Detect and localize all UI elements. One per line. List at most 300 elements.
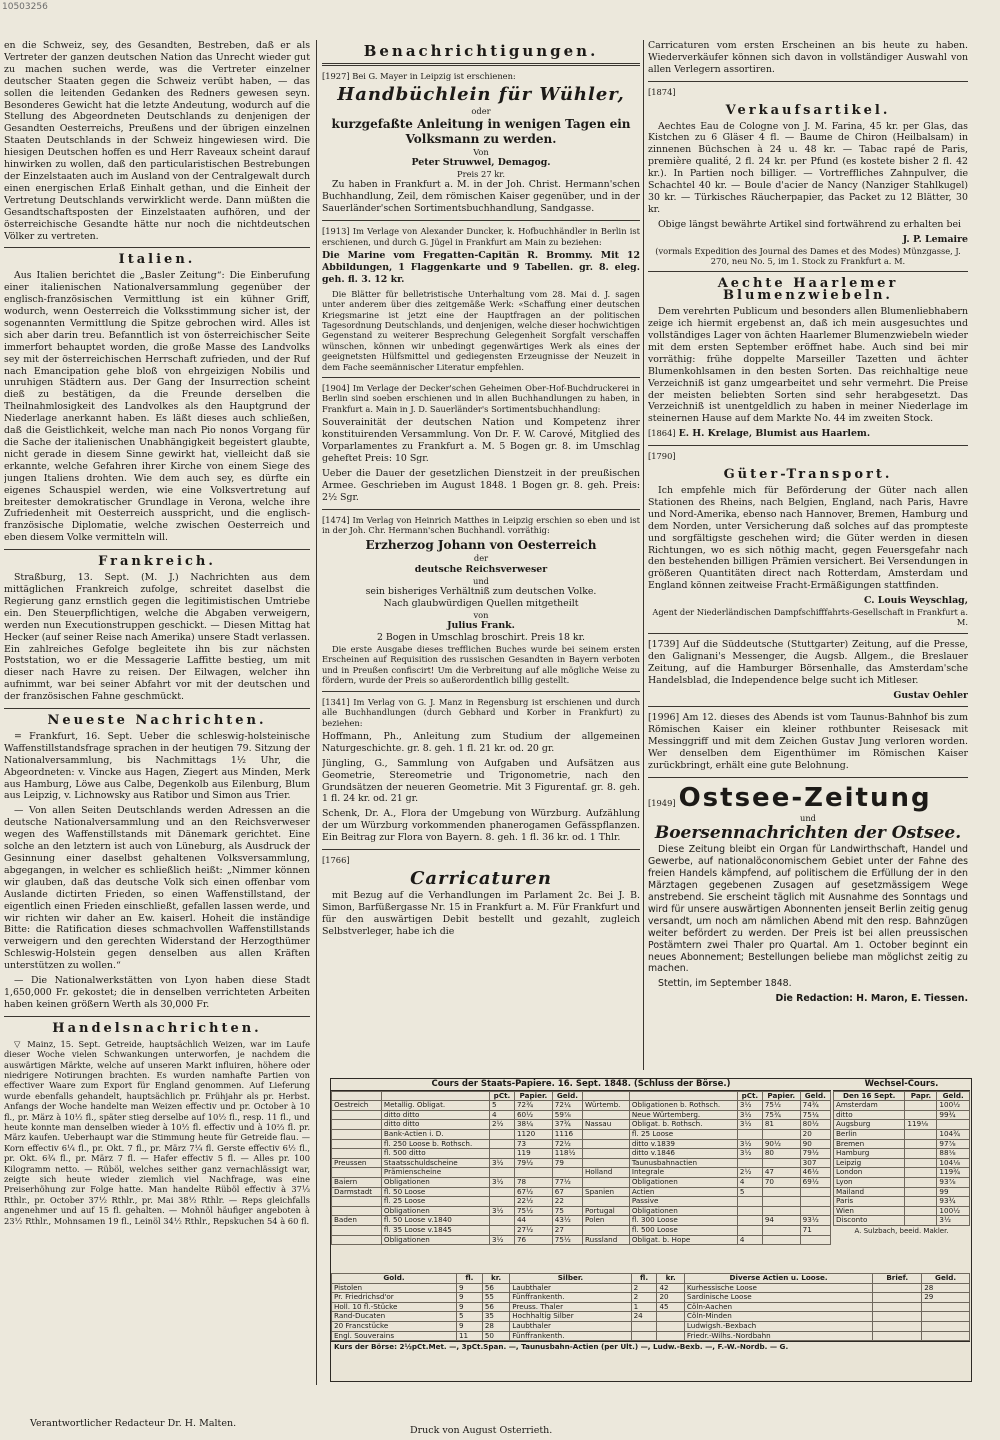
staats-papiere-cell xyxy=(737,1129,762,1139)
staats-papiere-cell: Metallig. Obligat. xyxy=(381,1101,489,1111)
staats-papiere-cell: 5 xyxy=(737,1187,762,1197)
staats-papiere-cell: Nassau xyxy=(583,1120,630,1130)
staats-papiere-cell: Prämienscheine xyxy=(381,1168,489,1178)
ad-1913-quote: Die Blätter für belletristische Unterhaltung vom 28. Mai d. J. sagen unter anderem über dies zeitgemäße Werk: «Schaffung einer deutschen Kriegsmarine ist jetzt eine der Hauptfragen an der politischen Tagesordnung Deutschlands, und denjenigen, welche dieser hochwichtigen Gegenstand zu weiterer Besprechung Gelegenheit Sorgfalt verschaffen wünschen, können wir unbedingt gegenwärtiges Werk als eines der geeignetsten Hülfsmittel und gediegensten Erzeugnisse der Neuzeit in dem Fache seemännischer Literatur empfehlen. xyxy=(322,288,640,372)
staats-papiere-cell: 3½ xyxy=(737,1110,762,1120)
staats-papiere-cell: Oestreich xyxy=(332,1101,382,1111)
gold-silber-cell: 9 xyxy=(456,1302,482,1312)
ad-1474-der: der xyxy=(473,553,489,564)
gold-silber-cell xyxy=(873,1283,922,1293)
gold-silber-cell: 9 xyxy=(456,1283,482,1293)
gold-silber-header-cell: Brief. xyxy=(873,1274,922,1284)
divider xyxy=(322,509,640,510)
staats-papiere-cell: Obligationen xyxy=(381,1206,489,1216)
article-continuation: en die Schweiz, sey, des Gesandten, Bestreben, daß er als Vertreter der ganzen deutschen Nation das Unrecht wieder gut zu machen suchen werde, was die Vertreter einzelner deutscher Staaten gegen die Schweiz verübt haben, — das sollen die leitenden Gedanken des Redners gewesen seyn. Besonderes Gewicht hat die letzte Andeutung, wodurch auf die Stellung des Abgeordneten Deutschlands zu denjenigen der Gesandten Oesterreichs, Preußens und der übrigen einzelnen Staaten Deutschlands in der Schweiz hingewiesen wird. Die hiesigen Deutschen hoffen es und Herr Raveaux scheint darauf hinwirken zu wollen, daß den particularistischen Bestrebungen der Einzelstaaten auch im Ausland von der Centralgewalt durch einen energischen Erlaß Einhalt gethan, und die Einheit der Vertretung Deutschlands verwirklicht werde. Dann müßten die Gesandtschaftsposten der Einzelstaaten aufhören, und der österreichische Gesandte hätte nur noch die nichtdeutschen Völker zu vertreten. xyxy=(4,40,310,242)
ad-1927-lead: [1927] Bei G. Mayer in Leipzig ist erschienen: xyxy=(322,70,516,81)
wechsel-row xyxy=(834,1187,970,1197)
gold-silber-cell: 9 xyxy=(456,1321,482,1331)
ad-1790-signature-2: Agent der Niederländischen Dampfschifffahrts-Gesellschaft in Frankfurt a. M. xyxy=(652,607,968,628)
wechsel-cell: Disconto xyxy=(834,1216,905,1226)
gold-silber-row xyxy=(332,1312,970,1322)
boerse-footer: Kurs der Börse: 2½pCt.Met. —, 3pCt.Span. —, Taunusbahn-Actien (per Ult.) —, Ludw.-Bexb. —, F.-W.-Nordb. — G. xyxy=(331,1341,970,1353)
gold-silber-cell: Kurhessische Loose xyxy=(684,1283,872,1293)
section-heading-italien: Italien. xyxy=(118,252,196,268)
wechsel-cell xyxy=(905,1139,937,1149)
staats-papiere-cell xyxy=(332,1197,382,1207)
staats-papiere-cell: 75¼ xyxy=(800,1110,830,1120)
staats-papiere-cell: Russland xyxy=(583,1235,630,1245)
staats-papiere-cell: 4 xyxy=(737,1177,762,1187)
wechsel-row xyxy=(834,1177,970,1187)
wechsel-cell: Paris xyxy=(834,1197,905,1207)
staats-papiere-cell: Obligationen xyxy=(381,1235,489,1245)
staats-papiere-cell: 70 xyxy=(762,1177,800,1187)
responsible-editor: Verantwortlicher Redacteur Dr. H. Malten. xyxy=(30,1418,237,1429)
staats-papiere-cell: 3½ xyxy=(737,1139,762,1149)
staats-papiere-cell xyxy=(489,1187,514,1197)
wechsel-cell xyxy=(905,1149,937,1159)
gold-silber-cell: Preuss. Thaler xyxy=(510,1302,631,1312)
gold-silber-cell xyxy=(922,1331,970,1341)
staats-papiere-row xyxy=(332,1177,831,1187)
staats-papiere-cell: 3½ xyxy=(489,1177,514,1187)
wechsel-row xyxy=(834,1129,970,1139)
staats-papiere-cell: fl. 500 Loose xyxy=(629,1225,737,1235)
ad-1874-signature: J. P. Lemaire xyxy=(902,233,968,245)
ad-1474-lead: [1474] Im Verlag von Heinrich Matthes in Leipzig erschien so eben und ist in der Joh. Chr. Hermann'schen Buchhandl. vorräthig: xyxy=(322,514,640,535)
staats-papiere-cell xyxy=(332,1235,382,1245)
staats-papiere-cell: Darmstadt xyxy=(332,1187,382,1197)
staats-papiere-cell: 5 xyxy=(489,1101,514,1111)
staats-papiere-row xyxy=(332,1129,831,1139)
staats-papiere-cell: 59⅞ xyxy=(552,1110,582,1120)
gold-silber-cell: 5 xyxy=(456,1312,482,1322)
staats-papiere-cell: 20 xyxy=(800,1129,830,1139)
staats-papiere-cell xyxy=(762,1187,800,1197)
wechsel-cell: 3½ xyxy=(937,1216,970,1226)
staats-papiere-cell: Polen xyxy=(583,1216,630,1226)
wechsel-cell: Augsburg xyxy=(834,1120,905,1130)
gold-silber-cell: Fünffrankenth. xyxy=(510,1331,631,1341)
gold-silber-cell xyxy=(657,1321,684,1331)
staats-papiere-cell: 90 xyxy=(800,1139,830,1149)
staats-papiere-cell: Bank-Actien i. D. xyxy=(381,1129,489,1139)
staats-papiere-cell: Obligat. b. Hope xyxy=(629,1235,737,1245)
staats-papiere-cell: 80 xyxy=(762,1149,800,1159)
gold-silber-row xyxy=(332,1293,970,1303)
staats-papiere-cell: Staatsschuldscheine xyxy=(381,1158,489,1168)
wechsel-cell: Mailand xyxy=(834,1187,905,1197)
staats-papiere-cell: 46½ xyxy=(800,1168,830,1178)
gold-silber-cell: 20 Francstücke xyxy=(332,1321,457,1331)
staats-papiere-cell: 119 xyxy=(514,1149,552,1159)
staats-papiere-cell: 2½ xyxy=(489,1120,514,1130)
wechsel-cours-table xyxy=(833,1079,970,1236)
staats-papiere-cell xyxy=(489,1197,514,1207)
ad-1927-author: Peter Struwwel, Demagog. xyxy=(411,157,551,169)
staats-papiere-cell: 79½ xyxy=(800,1149,830,1159)
wechsel-cell xyxy=(905,1177,937,1187)
gold-silber-cell: 35 xyxy=(482,1312,509,1322)
staats-papiere-cell xyxy=(800,1206,830,1216)
divider xyxy=(648,271,968,272)
staats-papiere-cell xyxy=(762,1235,800,1245)
ad-1474-subtitle-2: sein bisheriges Verhältniß zum deutschen Volke. xyxy=(365,586,597,598)
staats-papiere-cell: fl. 25 Loose xyxy=(381,1197,489,1207)
divider xyxy=(322,63,640,66)
gold-silber-cell: 55 xyxy=(482,1293,509,1303)
staats-papiere-cell xyxy=(332,1129,382,1139)
divider xyxy=(648,445,968,446)
staats-papiere-cell xyxy=(800,1187,830,1197)
ad-1949-lead: [1949] xyxy=(648,797,676,808)
gold-silber-grid xyxy=(331,1273,970,1341)
divider xyxy=(322,691,640,692)
staats-papiere-cell: 3½ xyxy=(737,1101,762,1111)
staats-papiere-cell: 44 xyxy=(514,1216,552,1226)
staats-papiere-cell xyxy=(332,1139,382,1149)
wechsel-cell xyxy=(905,1168,937,1178)
wechsel-row xyxy=(834,1158,970,1168)
gold-silber-cell: 28 xyxy=(482,1321,509,1331)
staats-papiere-cell: Baiern xyxy=(332,1177,382,1187)
staats-papiere-cell: 4 xyxy=(737,1235,762,1245)
staats-papiere-cell: 307 xyxy=(800,1158,830,1168)
wechsel-cell: Wien xyxy=(834,1206,905,1216)
staats-papiere-header-cell: Papier. xyxy=(514,1091,552,1101)
wechsel-header-cell: Geld. xyxy=(937,1091,970,1101)
staats-papiere-cell xyxy=(552,1168,582,1178)
wechsel-cell: 97⅞ xyxy=(937,1139,970,1149)
wechsel-cell xyxy=(905,1101,937,1111)
gold-silber-cell: Friedr.-Wilhs.-Nordbahn xyxy=(684,1331,872,1341)
staats-papiere-cell: 72¾ xyxy=(514,1101,552,1111)
gold-silber-row xyxy=(332,1302,970,1312)
ad-1341-book-1: Hoffmann, Ph., Anleitung zum Studium der allgemeinen Naturgeschichte. gr. 8. geh. 1 fl. 21 kr. od. 20 gr. xyxy=(322,730,640,754)
gold-silber-cell xyxy=(873,1302,922,1312)
divider xyxy=(322,377,640,378)
gold-silber-cell xyxy=(922,1321,970,1331)
gold-silber-header-cell: Gold. xyxy=(332,1274,457,1284)
staats-papiere-row xyxy=(332,1187,831,1197)
staats-papiere-cell: 27½ xyxy=(514,1225,552,1235)
ad-1949-subtitle: Boersennachrichten der Ostsee. xyxy=(654,823,962,844)
staats-papiere-cell: ditto ditto xyxy=(381,1120,489,1130)
wechsel-cell: 99 xyxy=(937,1187,970,1197)
gold-silber-cell: Pr. Friedrichsd'or xyxy=(332,1293,457,1303)
ad-1874-lead: [1874] xyxy=(648,86,676,97)
gold-silber-row xyxy=(332,1321,970,1331)
gold-silber-cell: 50 xyxy=(482,1331,509,1341)
staats-papiere-cell xyxy=(737,1206,762,1216)
ad-1927-subtitle: kurzgefaßte Anleitung in wenigen Tagen ein Volksmann zu werden. xyxy=(331,116,631,146)
staats-papiere-cell: 27 xyxy=(552,1225,582,1235)
staats-papiere-title: Cours der Staats-Papiere. 16. Sept. 1848. (Schluss der Börse.) xyxy=(331,1079,831,1091)
gold-silber-cell: 20 xyxy=(657,1293,684,1303)
ad-1474-body: Die erste Ausgabe dieses trefflichen Buches wurde bei seinem ersten Erscheinen auf Requisition des russischen Gesandten in Bayern verboten und in Preußen confiscirt! Um die Verbreitung auf alle mögliche Weise zu fördern, wurde der Preis so außerordentlich billig gestellt. xyxy=(322,644,640,686)
wechsel-cell xyxy=(905,1206,937,1216)
ad-1874-tail: Obige längst bewährte Artikel sind fortwährend zu erhalten bei xyxy=(658,218,961,230)
staats-papiere-cell: 67 xyxy=(552,1187,582,1197)
gold-silber-cell: 2 xyxy=(631,1283,657,1293)
gold-silber-cell: Pistolen xyxy=(332,1283,457,1293)
staats-papiere-cell: Holland xyxy=(583,1168,630,1178)
staats-papiere-cell: fl. 50 Loose v.1840 xyxy=(381,1216,489,1226)
wechsel-cell: 104¾ xyxy=(937,1129,970,1139)
wechsel-cell xyxy=(905,1158,937,1168)
staats-papiere-cell: 94 xyxy=(762,1216,800,1226)
staats-papiere-table xyxy=(331,1079,831,1245)
wechsel-row xyxy=(834,1110,970,1120)
divider xyxy=(4,708,310,709)
staats-papiere-cell xyxy=(332,1149,382,1159)
article-frankreich: Straßburg, 13. Sept. (M. J.) Nachrichten aus dem mittäglichen Frankreich zufolge, schreitet daselbst die Regierung ganz ernstlich gegen die legitimistischen Umtriebe ein. Den Steuerpflichtigen, welche die Abgaben verweigern, werden nun Executionstruppen geschickt. — Diesen Mittag hat Hecker (auf seiner Reise nach Amerika) unsere Stadt verlassen. Ein zahlreiches Gefolge begleitete ihn bis zur nächsten Poststation, wo er die Messagerie Laffitte bestieg, um mit dieser nach Havre zu reisen. Der Eilwagen, welcher ihn aufnimmt, war bei seiner Abfahrt vor mit der deutschen und der französischen Fahne geschmückt. xyxy=(4,572,310,703)
ad-1790-body: Ich empfehle mich für Beförderung der Güter nach allen Stationen des Rheins, nach Belgien, England, nach Paris, Havre und Nord-Amerika, ebenso nach Hannover, Bremen, Hamburg und dem Norden, unter Versicherung daß solches auf das prompteste und sorgfältigste geschehen wird; die Güter werden in diesen Richtungen, wo es sich nöthig macht, gegen Feuersgefahr nach den bestehenden billigen Prämien versichert. Bei Versendungen in größeren Quantitäten direct nach Rotterdam, Amsterdam und England können zeitweise Fracht-Ermäßigungen stattfinden. xyxy=(648,485,968,592)
staats-papiere-cell: Würtemb. xyxy=(583,1101,630,1111)
ad-1904-title-2: Ueber die Dauer der gesetzlichen Dienstzeit in der preußischen Armee. Geschrieben im August 1848. 1 Bogen gr. 8. geh. Preis: 2½ Sgr. xyxy=(322,467,640,503)
divider xyxy=(648,706,968,707)
ad-1874-heading: Verkaufsartikel. xyxy=(725,102,891,118)
staats-papiere-cell: 2½ xyxy=(737,1168,762,1178)
divider xyxy=(322,849,640,850)
divider xyxy=(4,1016,310,1017)
gold-silber-cell: 56 xyxy=(482,1302,509,1312)
staats-papiere-row xyxy=(332,1225,831,1235)
staats-papiere-row xyxy=(332,1216,831,1226)
section-heading-benachrichtigungen: Benachrichtigungen. xyxy=(363,42,599,60)
gold-silber-cell: 24 xyxy=(631,1312,657,1322)
gold-silber-cell xyxy=(657,1312,684,1322)
staats-papiere-cell: 81 xyxy=(762,1120,800,1130)
staats-papiere-cell xyxy=(737,1158,762,1168)
staats-papiere-cell xyxy=(332,1168,382,1178)
staats-papiere-cell: ditto v.1846 xyxy=(629,1149,737,1159)
staats-papiere-cell: 38¼ xyxy=(514,1120,552,1130)
divider xyxy=(322,220,640,221)
gold-silber-cell: Rand-Ducaten xyxy=(332,1312,457,1322)
staats-papiere-row xyxy=(332,1139,831,1149)
wechsel-cell: 99¾ xyxy=(937,1110,970,1120)
staats-papiere-cell xyxy=(762,1197,800,1207)
staats-papiere-cell: 37¾ xyxy=(552,1120,582,1130)
article-neueste-3: — Die Nationalwerkstätten von Lyon haben diese Stadt 1,650,000 Fr. gekostet; die in denselben verrichteten Arbeiten haben keinen größern Werth als 30,000 Fr. xyxy=(4,975,310,1010)
wechsel-cell: Hamburg xyxy=(834,1149,905,1159)
printer-line: Druck von August Osterrieth. xyxy=(410,1425,553,1436)
staats-papiere-cell: 60½ xyxy=(514,1110,552,1120)
ad-1766-continuation: Carricaturen vom ersten Erscheinen an bis heute zu haben. Wiederverkäufer können sich davon in vollständiger Auswahl von allen Verlegern assortiren. xyxy=(648,40,968,75)
wechsel-row xyxy=(834,1168,970,1178)
staats-papiere-header-cell xyxy=(583,1091,630,1101)
wechsel-cours-signature: A. Sulzbach, beeid. Makler. xyxy=(854,1226,949,1235)
staats-papiere-cell: Obligationen b. Rothsch. xyxy=(629,1101,737,1111)
staats-papiere-header-cell: Geld. xyxy=(552,1091,582,1101)
staats-papiere-cell xyxy=(514,1168,552,1178)
staats-papiere-cell: Obligationen xyxy=(629,1206,737,1216)
staats-papiere-cell: 4 xyxy=(489,1110,514,1120)
ad-1474-subtitle: deutsche Reichsverweser xyxy=(414,563,548,575)
staats-papiere-cell: 78 xyxy=(514,1177,552,1187)
wechsel-cell: 100½ xyxy=(937,1206,970,1216)
wechsel-row xyxy=(834,1197,970,1207)
gold-silber-cell: 2 xyxy=(631,1293,657,1303)
staats-papiere-cell: 47 xyxy=(762,1168,800,1178)
archive-stamp: 10503256 xyxy=(2,2,48,12)
staats-papiere-cell: 77½ xyxy=(552,1177,582,1187)
staats-papiere-row xyxy=(332,1110,831,1120)
staats-papiere-cell: Obligat. b. Rothsch. xyxy=(629,1120,737,1130)
ad-1341-lead: [1341] Im Verlag von G. J. Manz in Regensburg ist erschienen und durch alle Buchhandlungen (durch Gebhard und Korber in Frankfurt) zu beziehen: xyxy=(322,696,640,728)
ad-1927-price: Preis 27 kr. xyxy=(457,169,505,180)
ad-1864-lead: [1864] xyxy=(648,428,676,439)
divider xyxy=(648,633,968,634)
staats-papiere-cell: 118½ xyxy=(552,1149,582,1159)
staats-papiere-cell xyxy=(762,1225,800,1235)
wechsel-cours-grid xyxy=(833,1091,970,1226)
gold-silber-header-cell: Geld. xyxy=(922,1274,970,1284)
staats-papiere-cell: Actien xyxy=(629,1187,737,1197)
gold-silber-cell: Fünffrankenth. xyxy=(510,1293,631,1303)
wechsel-cell: 93⅞ xyxy=(937,1177,970,1187)
ad-1790-heading: Güter-Transport. xyxy=(723,467,893,483)
divider xyxy=(648,777,968,778)
ad-1790-lead: [1790] xyxy=(648,451,676,462)
gold-silber-cell xyxy=(873,1312,922,1322)
staats-papiere-cell xyxy=(489,1149,514,1159)
ad-1913-title: Die Marine vom Fregatten-Capitän R. Brommy. Mit 12 Abbildungen, 1 Flaggenkarte und 9 Tabellen. gr. 8. eleg. geh. fl. 3. 12 kr. xyxy=(322,249,640,285)
staats-papiere-cell: Obligationen xyxy=(381,1177,489,1187)
staats-papiere-header-cell: Geld. xyxy=(800,1091,830,1101)
wechsel-cell xyxy=(937,1120,970,1130)
wechsel-cell: 88⅛ xyxy=(937,1149,970,1159)
staats-papiere-row xyxy=(332,1120,831,1130)
gold-silber-row xyxy=(332,1283,970,1293)
staats-papiere-cell: 1116 xyxy=(552,1129,582,1139)
staats-papiere-cell xyxy=(489,1129,514,1139)
article-neueste-2: — Von allen Seiten Deutschlands werden Adressen an die deutsche Nationalversammlung und an den Reichsverweser wegen des Waffenstillstands mit Dänemark gerichtet. Eine solche an den letztern ist auch von Lüneburg, als Ausdruck der Gesinnung einer daselbst gehaltenen Volksversammlung, abgegangen, in welcher es schließlich heißt: „Nimmer können wir glauben, daß das deutsche Volk sich einen offenbar vom Auslande dictirten Frieden, so einen Waffenstillstand, der eigentlich einen Frieden einschließt, gefallen lassen werde, und wir richten wir daher an Ew. kaiserl. Hoheit die inständige Bitte: die Ratification dieses schmachvollen Waffenstillstands verweigern und den gerechten Widerstand der Herzogthümer Schleswig-Holstein gegen denselben aus allen Kräften unterstützen zu wollen.“ xyxy=(4,805,310,972)
gold-silber-header-cell: kr. xyxy=(482,1274,509,1284)
staats-papiere-cell xyxy=(762,1206,800,1216)
wechsel-row xyxy=(834,1139,970,1149)
ad-1927-body: Zu haben in Frankfurt a. M. in der Joh. Christ. Hermann'schen Buchhandlung, Zeil, dem römischen Kaiser gegenüber, und in der Sauerländer'schen Sortimentsbuchhandlung, Sandgasse. xyxy=(322,179,640,215)
staats-papiere-cell xyxy=(583,1129,630,1139)
staats-papiere-cell: 93½ xyxy=(800,1216,830,1226)
wechsel-header-cell: Papr. xyxy=(905,1091,937,1101)
ad-1474-price: 2 Bogen in Umschlag broschirt. Preis 18 kr. xyxy=(376,632,586,644)
wechsel-row xyxy=(834,1206,970,1216)
staats-papiere-cell: 79 xyxy=(552,1158,582,1168)
staats-papiere-cell: 67½ xyxy=(514,1187,552,1197)
staats-papiere-cell: 3½ xyxy=(737,1120,762,1130)
wechsel-cell xyxy=(905,1110,937,1120)
staats-papiere-cell: 76 xyxy=(514,1235,552,1245)
gold-silber-header-cell: Silber. xyxy=(510,1274,631,1284)
staats-papiere-header-cell xyxy=(629,1091,737,1101)
ad-1927-oder: oder xyxy=(471,106,491,117)
staats-papiere-cell: 75 xyxy=(552,1206,582,1216)
wechsel-row xyxy=(834,1149,970,1159)
divider xyxy=(4,247,310,248)
article-italien: Aus Italien berichtet die „Basler Zeitung“: Die Einberufung einer italienischen Nationalversammlung gegenüber der englisch-französischen Vermittlung ist ein kühner Griff, wodurch, wenn Oesterreich die Volksstimmung sicher ist, der sogenannten Vermittlung die Spitze gebrochen wird. Alles ist sich aber darin treu. Befanntlich ist von österreichischer Seite immerfort behauptet worden, die große Masse des Landvolks sey mit der österreichischen Herrschaft zufrieden, und der Ruf nach Emancipation gehe bloß von ehrgeizigen Nobilis und unruhigen Städtern aus. Der Gang der Insurrection scheint dieß zu bestätigen, da die Freunde derselben die Theilnahmlosigkeit des Landvolkes als den Hauptgrund der Niederlage anerkannt haben. Es läßt dieses auch schließen, daß die Geistlichkeit, welche man nach Pio nonos Vorgang für die Sache der italienischen Unabhängigkeit begeistert glaubte, nicht gerade in diesem Sinne gewirkt hat, vielleicht daß sie erkannte, welche Gefahren ihrer Kirche von einem Siege des jungen Italiens drohten. Wie dem auch sey, es dürfte ein eigenes Schauspiel werden, wie eine Volksvertretung auf breitester demokratischer Grundlage in Verona, welche ihre Zufriedenheit mit Oesterreich ausspricht, und die englisch-französische Diplomatie, welche zwischen Oesterreich und eben diesem Volke vermitteln will. xyxy=(4,270,310,544)
staats-papiere-cell: ditto v.1839 xyxy=(629,1139,737,1149)
wechsel-cell: 104⅛ xyxy=(937,1158,970,1168)
gold-silber-cell xyxy=(873,1321,922,1331)
staats-papiere-cell xyxy=(489,1216,514,1226)
gold-silber-cell xyxy=(873,1331,922,1341)
staats-papiere-cell: 43½ xyxy=(552,1216,582,1226)
staats-papiere-row xyxy=(332,1206,831,1216)
wechsel-cell: 119⅛ xyxy=(905,1120,937,1130)
staats-papiere-cell xyxy=(489,1168,514,1178)
staats-papiere-header-cell: pCt. xyxy=(737,1091,762,1101)
staats-papiere-header-cell: pCt. xyxy=(489,1091,514,1101)
staats-papiere-cell: 75½ xyxy=(514,1206,552,1216)
gold-silber-header-cell: Diverse Actien u. Loose. xyxy=(684,1274,872,1284)
divider xyxy=(648,81,968,82)
ad-1790-signature: C. Louis Weyschlag, xyxy=(863,595,968,607)
staats-papiere-cell: Integrale xyxy=(629,1168,737,1178)
staats-papiere-cell: Baden xyxy=(332,1216,382,1226)
staats-papiere-cell: 3½ xyxy=(489,1206,514,1216)
staats-papiere-cell: 1120 xyxy=(514,1129,552,1139)
staats-papiere-row xyxy=(332,1101,831,1111)
gold-silber-cell xyxy=(631,1321,657,1331)
ad-1904-lead: [1904] Im Verlage der Decker'schen Geheimen Ober-Hof-Buchdruckerei in Berlin sind soeben erschienen und in allen Buchhandlungen zu haben, in Frankfurt a. Main in J. D. Sauerländer's Sortimentsbuchhandlung: xyxy=(322,382,640,414)
divider xyxy=(4,549,310,550)
column-1 xyxy=(4,40,310,1229)
gold-silber-cell: Hochhaltig Silber xyxy=(510,1312,631,1322)
staats-papiere-cell: Spanien xyxy=(583,1187,630,1197)
ad-1864-signature: E. H. Krelage, Blumist aus Haarlem. xyxy=(678,428,871,440)
staats-papiere-cell: 73 xyxy=(514,1139,552,1149)
section-heading-frankreich: Frankreich. xyxy=(98,554,216,570)
staats-papiere-header-cell xyxy=(332,1091,382,1101)
gold-silber-cell xyxy=(657,1331,684,1341)
wechsel-cours-title: Wechsel-Cours. xyxy=(833,1079,970,1091)
gold-silber-table xyxy=(331,1273,970,1353)
staats-papiere-row xyxy=(332,1168,831,1178)
staats-papiere-cell: 80½ xyxy=(800,1120,830,1130)
column-3 xyxy=(648,40,968,1005)
staats-papiere-cell: 75½ xyxy=(552,1235,582,1245)
staats-papiere-cell: 71 xyxy=(800,1225,830,1235)
staats-papiere-cell: 22½ xyxy=(514,1197,552,1207)
wechsel-cell: London xyxy=(834,1168,905,1178)
staats-papiere-cell: 3½ xyxy=(489,1235,514,1245)
ad-1927-title: Handbüchlein für Wühler, xyxy=(337,84,625,106)
gold-silber-cell: 1 xyxy=(631,1302,657,1312)
wechsel-cell xyxy=(905,1129,937,1139)
staats-papiere-cell: 74¾ xyxy=(800,1101,830,1111)
article-handel: ▽ Mainz, 15. Sept. Getreide, hauptsächlich Weizen, war im Laufe dieser Woche vielen Schwankungen unterworfen, je nachdem die auswärtigen Märkte, welche auf unseren Markt influiren, höhere oder niedrigere Notirungen brachten. Es wurden namhafte Partien von effectiver Waare zum Export für England genommen. Auf Lieferung wurde ebenfalls gehandelt, hauptsächlich pr. Frühjahr als pr. Herbst. Anfangs der Woche handelte man Weizen effectiv und pr. October à 10 fl., pr. März à 10½ fl., später stieg derselbe auf 10½ fl., resp. 11 fl., und heute konnte man denselben wieder à 10½ fl. effectiv und à 10⅔ fl. pr. März kaufen. Ueberhaupt war die Stimmung heute für Getreide flau. — Korn effectiv 6¼ fl., pr. Okt. 7 fl., pr. März 7¼ fl. Gerste effectiv 6½ fl., pr. Okt. 6¾ fl., pr. März 7 fl. — Hafer effectiv 5 fl. — Alles pr. 100 Kilogramm netto. — Rüböl, welches seither ganz vernachlässigt war, zeigte sich heute wieder ziemlich viel Nachfrage, was eine Preiserhöhung zur Folge hatte. Man handelte Rüböl effectiv à 37⅓ Rthlr., pr. October 37½ Rthlr., pr. Mai 38½ Rthlr. — Reps gleichfalls angenehmer und auf 15 fl. gehalten. — Mohnöl häufiger angeboten à 23½ Rthlr., Mohnsamen 19 fl., Leinöl 34½ Rthlr., Repskuchen 54 à 60 fl. xyxy=(4,1038,310,1226)
article-neueste-1: = Frankfurt, 16. Sept. Ueber die schleswig-holsteinische Waffenstillstandsfrage sprachen in der heutigen 79. Sitzung der Nationalversammlung, bis Nachmittags 1½ Uhr, die Abgeordneten: v. Vincke aus Hagen, Ziegert aus Minden, Merk aus Hamburg, Löwe aus Calbe, Degenkolb aus Eilenburg, Blum aus Leipzig, v. Lichnowsky aus Ratibor und Simon aus Trier. xyxy=(4,730,310,802)
staats-papiere-header-cell xyxy=(381,1091,489,1101)
gold-silber-cell: Cöln-Aachen xyxy=(684,1302,872,1312)
ad-1874-address: (vormals Expedition des Journal des Dames et des Modes) Münzgasse, J. 270, neu No. 5, im 1. Stock zu Frankfurt a. M. xyxy=(655,245,961,266)
staats-papiere-row xyxy=(332,1235,831,1245)
staats-papiere-cell: ditto ditto xyxy=(381,1110,489,1120)
ad-1904-title-1: Souverainität der deutschen Nation und Kompetenz ihrer konstituirenden Versammlung. Von Dr. F. W. Carové, Mitglied des Vorparlamentes zu Frankfurt a. M. 5 Bogen gr. 8. im Umschlag geheftet Preis: 10 Sgr. xyxy=(322,417,640,464)
gold-silber-cell: Engl. Souverains xyxy=(332,1331,457,1341)
staats-papiere-cell: fl. 300 Loose xyxy=(629,1216,737,1226)
column-rule xyxy=(643,40,644,1070)
staats-papiere-cell: 72¼ xyxy=(552,1101,582,1111)
gold-silber-header-cell: kr. xyxy=(657,1274,684,1284)
column-rule xyxy=(316,40,317,1385)
gold-silber-cell: 29 xyxy=(922,1293,970,1303)
wechsel-row xyxy=(834,1120,970,1130)
course-tables xyxy=(330,1078,972,1382)
gold-silber-cell xyxy=(922,1312,970,1322)
